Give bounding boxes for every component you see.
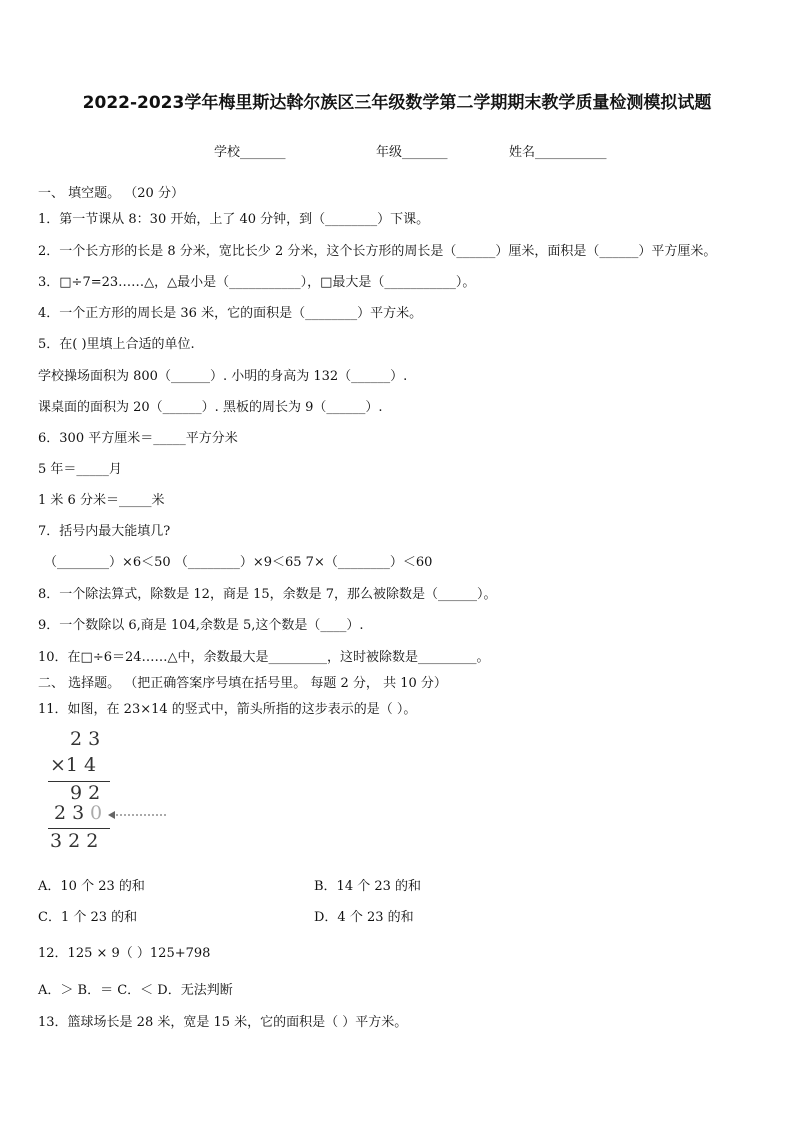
page-title: 2022-2023学年梅里斯达斡尔族区三年级数学第二学期期末教学质量检测模拟试题 — [82, 93, 712, 113]
figure-row-partial-2: 2 3 — [54, 802, 85, 824]
figure-row-multiplicand: 2 3 — [70, 728, 101, 750]
name-field: 姓名___________ — [509, 145, 607, 160]
question-6: 6．300 平方厘米＝_____平方分米 — [38, 431, 238, 446]
figure-row-partial-1: 9 2 — [70, 782, 101, 804]
figure-row-product: 3 2 2 — [50, 830, 99, 852]
question-2: 2．一个长方形的长是 8 分米，宽比长少 2 分米，这个长方形的周长是（______）厘米，面积是（______）平方厘米。 — [38, 244, 717, 259]
question-3: 3．□÷7=23……△，△最小是（___________），□最大是（___________）。 — [38, 275, 476, 290]
question-6-part-b: 1 米 6 分米＝_____米 — [38, 493, 165, 508]
school-field: 学校_______ — [214, 145, 286, 160]
grade-field: 年级_______ — [376, 145, 448, 160]
option-c: C．1 个 23 的和 — [38, 910, 138, 925]
section-heading-fill-blank: 一、 填空题。 （20 分） — [38, 186, 184, 201]
question-11: 11．如图，在 23×14 的竖式中，箭头所指的这步表示的是（ ）。 — [38, 702, 417, 717]
option-d: D．4 个 23 的和 — [314, 910, 414, 925]
figure-line-2 — [48, 828, 110, 829]
question-8: 8．一个除法算式，除数是 12，商是 15，余数是 7，那么被除数是（______）。 — [38, 587, 497, 602]
option-a: A．10 个 23 的和 — [38, 879, 145, 894]
question-12: 12．125 × 9（ ）125+798 — [38, 946, 211, 961]
question-5-part-b: 课桌面的面积为 20（______）. 黑板的周长为 9（______）. — [38, 400, 383, 415]
question-6-part-a: 5 年＝_____月 — [38, 462, 122, 477]
question-5: 5．在( )里填上合适的单位. — [38, 337, 195, 352]
question-13: 13．篮球场长是 28 米，宽是 15 米，它的面积是（ ）平方米。 — [38, 1015, 408, 1030]
figure-row-multiplier: ×1 4 — [50, 754, 97, 776]
vertical-multiplication-figure — [46, 728, 176, 856]
figure-dotted-zero: 0 — [90, 802, 103, 824]
question-10: 10．在□÷6＝24……△中，余数最大是_________，这时被除数是_________。 — [38, 650, 490, 665]
option-b: B．14 个 23 的和 — [314, 879, 422, 894]
question-4: 4．一个正方形的周长是 36 米，它的面积是（________）平方米。 — [38, 306, 423, 321]
section-heading-multiple-choice: 二、 选择题。 （把正确答案序号填在括号里。 每题 2 分， 共 10 分） — [38, 676, 447, 691]
question-7: 7．括号内最大能填几? — [38, 524, 171, 539]
arrow-icon — [108, 810, 168, 820]
question-12-options: A．＞ B．＝ C．＜ D．无法判断 — [38, 983, 233, 998]
question-7-part-a: （________）×6＜50 （________）×9＜65 7×（________）＜60 — [44, 555, 433, 570]
question-9: 9．一个数除以 6,商是 104,余数是 5,这个数是（____）. — [38, 618, 364, 633]
question-5-part-a: 学校操场面积为 800（______）. 小明的身高为 132（______）. — [38, 369, 408, 384]
question-1: 1．第一节课从 8：30 开始，上了 40 分钟，到（________）下课。 — [38, 212, 430, 227]
